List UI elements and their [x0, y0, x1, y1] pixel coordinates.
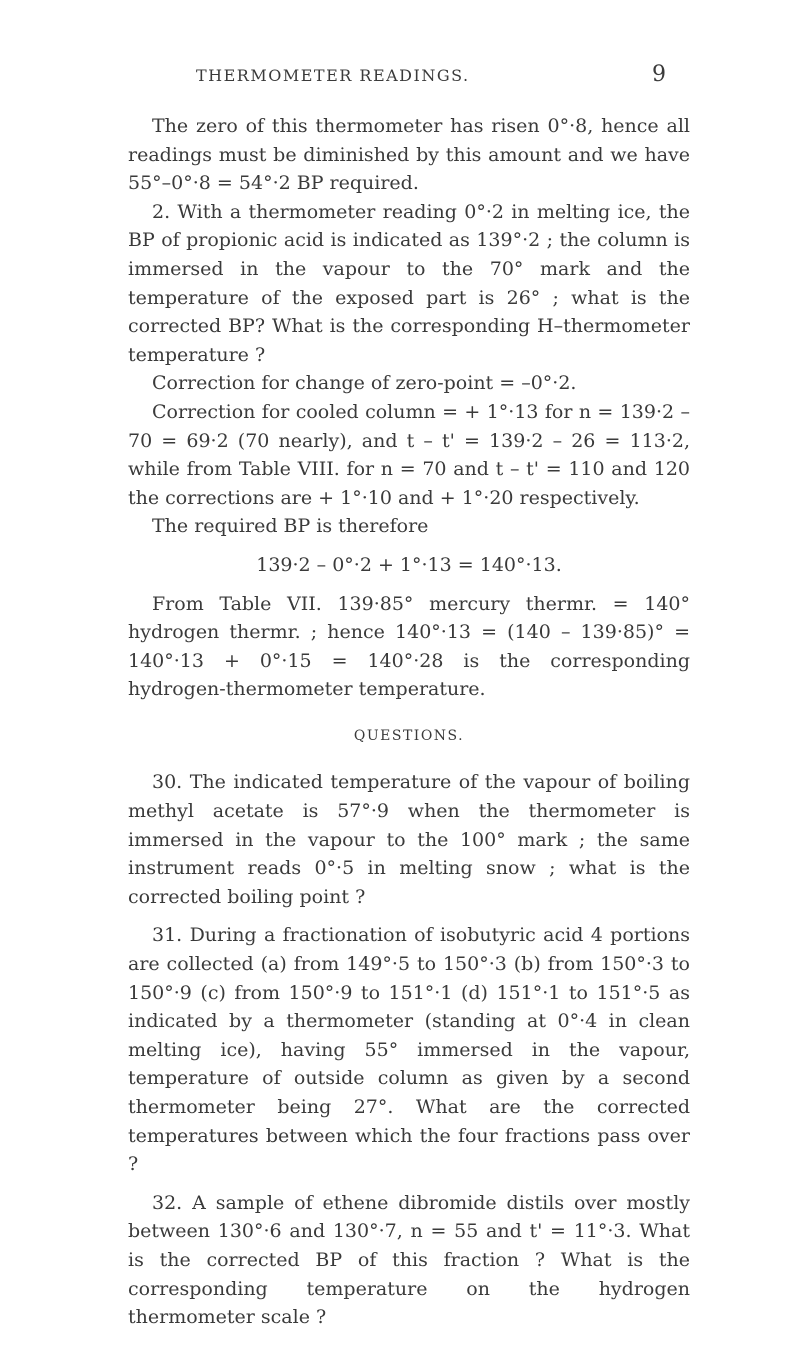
paragraph-zero-correction: Correction for change of zero-point = –0°·2.	[152, 372, 577, 395]
page-number: 9	[652, 62, 666, 87]
main-text	[128, 112, 690, 1332]
question-31: 31. During a fractionation of isobutyric acid 4 portions are collected (a) from 149°·5 to 150°·3 (b) from 150°·3 to 150°·9 (c) from 150°·9 to 151°·1 (d) 151°·1 to 151°·5 as indicated by a thermometer (standing at 0°·4 in clean melting ice), having 55° immersed in the vapour, temperature of outside column as given by a second thermometer being 27°. What are the corrected temperatures between which the four fractions pass over ?	[128, 924, 690, 1176]
paragraph-hydrogen-conversion: From Table VII. 139·85° mercury thermr. = 140° hydrogen thermr. ; hence 140°·13 = (140 – 139·85)° = 140°·13 + 0°·15 = 140°·28 is the corresponding hydrogen-thermometer temperature.	[128, 592, 690, 701]
paragraph-required-bp: The required BP is therefore	[152, 515, 429, 538]
question-30: 30. The indicated temperature of the vapour of boiling methyl acetate is 57°·9 when the thermometer is immersed in the vapour to the 100° mark ; the same instrument reads 0°·5 in melting snow ; what is the corrected boiling point ?	[128, 771, 690, 908]
paragraph-zero-point: The zero of this thermometer has risen 0°·8, hence all readings must be diminished by this amount and we have 55°–0°·8 = 54°·2 BP required.	[128, 115, 690, 195]
paragraph-example-2: 2. With a thermometer reading 0°·2 in melting ice, the BP of propionic acid is indicated as 139°·2 ; the column is immersed in the vapour to the 70° mark and the temperature of the exposed part is 26° ; what is the corrected BP? What is the corresponding H–thermometer temperature ?	[128, 200, 690, 366]
running-header	[196, 62, 666, 87]
question-32: 32. A sample of ethene dibromide distils over mostly between 130°·6 and 130°·7, n = 55 and t' = 11°·3. What is the corrected BP of this fraction ? What is the corresponding temperature on the hydrogen thermometer scale ?	[128, 1191, 690, 1329]
paragraph-column-correction: Correction for cooled column = + 1°·13 for n = 139·2 – 70 = 69·2 (70 nearly), and t – t' = 139·2 – 26 = 113·2, while from Table VIII. for n = 70 and t – t' = 110 and 120 the corrections are + 1°·10 and + 1°·20 respectively.	[128, 400, 690, 509]
questions-heading: QUESTIONS.	[353, 727, 465, 744]
equation: 139·2 – 0°·2 + 1°·13 = 140°·13.	[256, 553, 562, 576]
running-title: THERMOMETER READINGS.	[196, 66, 470, 85]
